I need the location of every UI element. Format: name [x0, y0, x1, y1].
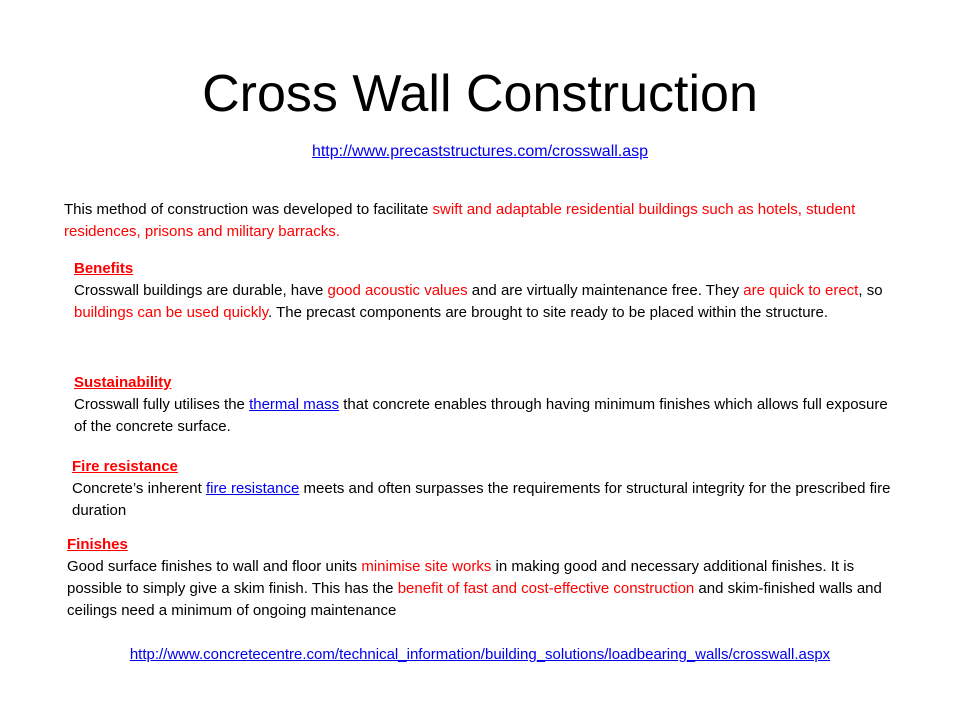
sustainability-section	[74, 372, 894, 438]
finishes-body	[67, 556, 907, 622]
finishes-text-2: in making good and necessary additional finishes. It is possible to simply give a skim finish. This has the	[67, 558, 855, 597]
sustainability-text-2: that concrete enables through having minimum finishes which allows full exposure of the concrete surface.	[74, 396, 888, 435]
fire-resistance-heading: Fire resistance	[72, 458, 178, 475]
benefits-highlight-2: are quick to erect	[743, 282, 859, 299]
fire-resistance-section	[72, 456, 922, 522]
benefits-text-2: and are virtually maintenance free. They	[467, 282, 744, 299]
fire-resistance-body	[72, 478, 922, 522]
benefits-section	[74, 258, 924, 324]
benefits-text-4: . The precast components are brought to site ready to be placed within the structure.	[268, 304, 829, 321]
slide-title: Cross Wall Construction	[202, 65, 758, 123]
finishes-section	[67, 534, 907, 622]
benefits-text-1: Crosswall buildings are durable, have	[74, 282, 328, 299]
sustainability-text-1: Crosswall fully utilises the	[74, 396, 250, 413]
fire-text-1: Concrete’s inherent	[72, 480, 206, 497]
intro-highlight: swift and adaptable residential buildings such as hotels, student residences, prisons and military barracks.	[64, 201, 856, 240]
source-link-bottom-container	[0, 645, 960, 665]
intro-paragraph	[64, 199, 934, 243]
finishes-text-3: and skim-finished walls and ceilings need a minimum of ongoing maintenance	[67, 580, 882, 619]
source-link-top-container	[0, 142, 960, 162]
finishes-text-1: Good surface finishes to wall and floor units	[67, 558, 362, 575]
benefits-highlight-1: good acoustic values	[327, 282, 468, 299]
sustainability-heading: Sustainability	[74, 374, 172, 391]
benefits-text-3: , so	[858, 282, 883, 299]
finishes-highlight-2: benefit of fast and cost-effective construction	[397, 580, 695, 597]
fire-text-2: meets and often surpasses the requirements for structural integrity for the prescribed fire duration	[72, 480, 891, 519]
thermal-mass-link[interactable]: thermal mass	[249, 396, 340, 413]
source-link-bottom[interactable]: http://www.concretecentre.com/technical_information/building_solutions/loadbearing_walls/crosswall.aspx	[129, 646, 831, 663]
source-link-top[interactable]: http://www.precaststructures.com/crosswall.asp	[311, 143, 649, 160]
benefits-body	[74, 280, 924, 324]
sustainability-body	[74, 394, 894, 438]
finishes-heading: Finishes	[67, 536, 128, 553]
fire-resistance-link[interactable]: fire resistance	[205, 480, 300, 497]
benefits-highlight-3: buildings can be used quickly	[74, 304, 269, 321]
intro-text: This method of construction was developed to facilitate	[64, 201, 433, 218]
finishes-highlight-1: minimise site works	[361, 558, 492, 575]
benefits-heading: Benefits	[74, 260, 134, 277]
